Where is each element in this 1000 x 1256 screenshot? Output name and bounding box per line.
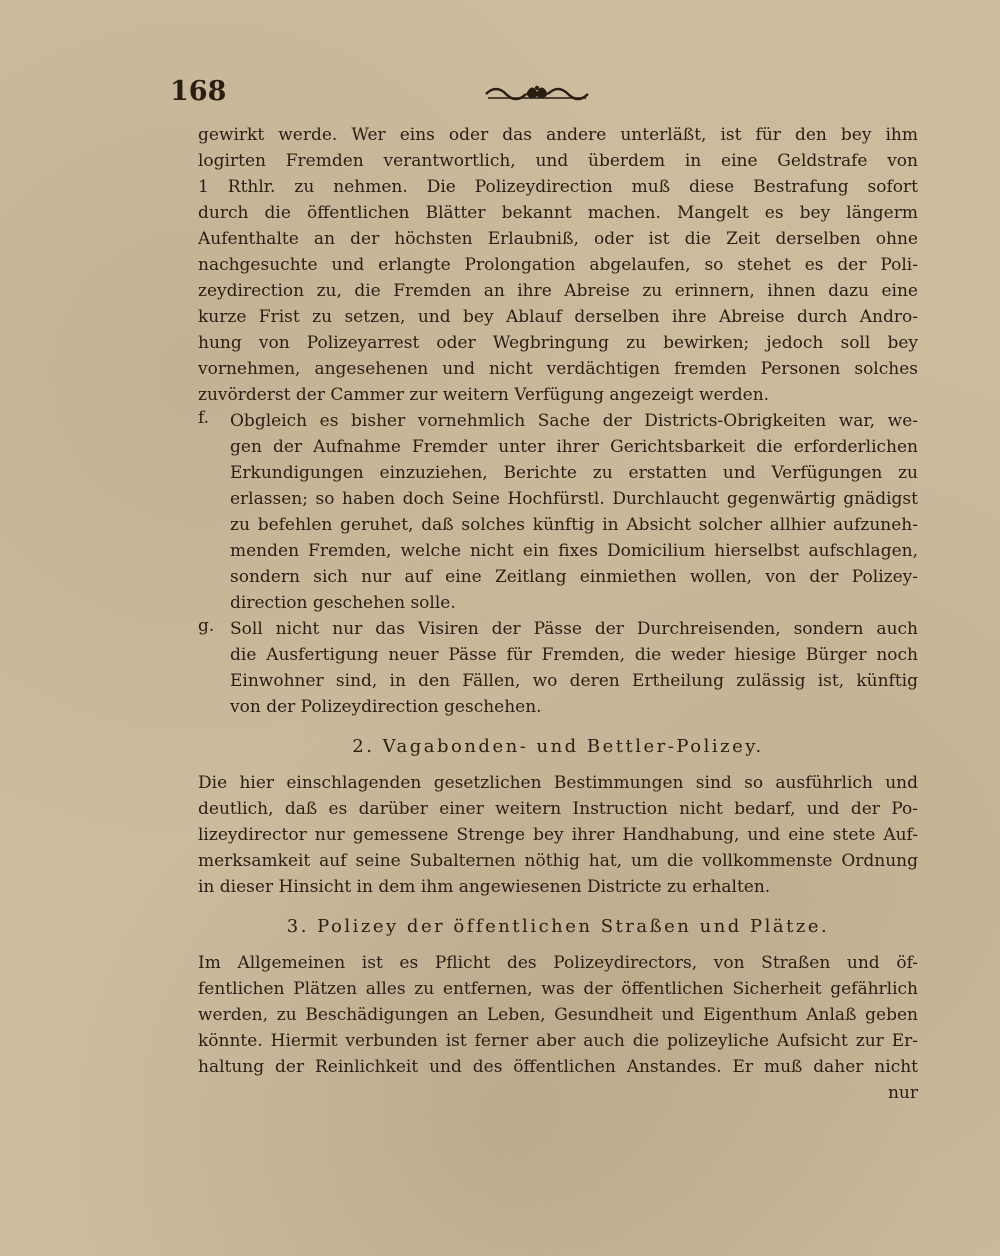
text-line: Soll nicht nur das Visiren der Pässe der Durchreisenden, sondern auch — [230, 619, 918, 639]
text-line: zu befehlen geruhet, daß solches künftig in Absicht solcher allhier aufzuneh- — [230, 515, 918, 535]
text-line: Im Allgemeinen ist es Pflicht des Polizeydirectors, von Straßen und öf- — [198, 953, 918, 973]
paragraph-section-2 — [198, 770, 918, 900]
text-line: könnte. Hiermit verbunden ist ferner aber auch die polizeyliche Aufsicht zur Er- — [198, 1031, 918, 1051]
list-item-f — [198, 408, 918, 616]
section-heading-2: 2. Vagabonden- und Bettler-Polizey. — [352, 736, 764, 757]
paragraph-section-3 — [198, 950, 918, 1080]
printer-ornament-icon — [482, 80, 592, 104]
text-line: durch die öffentlichen Blätter bekannt machen. Mangelt es bey längerm — [198, 203, 918, 223]
body-text — [198, 122, 918, 1106]
page-header — [170, 70, 930, 110]
section-heading-3: 3. Polizey der öffentlichen Straßen und Plätze. — [286, 916, 830, 937]
text-line: hung von Polizeyarrest oder Wegbringung zu bewirken; jedoch soll bey — [198, 333, 918, 353]
text-line: haltung der Reinlichkeit und des öffentlichen Anstandes. Er muß daher nicht — [198, 1057, 918, 1077]
text-line: merksamkeit auf seine Subalternen nöthig hat, um die vollkommenste Ordnung — [198, 851, 918, 871]
text-line: Einwohner sind, in den Fällen, wo deren Ertheilung zulässig ist, künftig — [230, 671, 918, 691]
text-line: Die hier einschlagenden gesetzlichen Bestimmungen sind so ausführlich und — [198, 773, 918, 793]
text-line: kurze Frist zu setzen, und bey Ablauf derselben ihre Abreise durch Andro- — [198, 307, 918, 327]
text-line: Aufenthalte an der höchsten Erlaubniß, oder ist die Zeit derselben ohne — [198, 229, 918, 249]
text-line: gen der Aufnahme Fremder unter ihrer Gerichtsbarkeit die erforderlichen — [230, 437, 918, 457]
text-line: in dieser Hinsicht in dem ihm angewiesenen Districte zu erhalten. — [198, 877, 771, 897]
text-line: lizeydirector nur gemessene Strenge bey ihrer Handhabung, und eine stete Auf- — [198, 825, 918, 845]
text-line: menden Fremden, welche nicht ein fixes Domicilium hierselbst aufschlagen, — [230, 541, 918, 561]
text-line: gewirkt werde. Wer eins oder das andere unterläßt, ist für den bey ihm — [198, 125, 918, 145]
text-line: erlassen; so haben doch Seine Hochfürstl. Durchlaucht gegenwärtig gnädigst — [230, 489, 918, 509]
text-line: vornehmen, angesehenen und nicht verdächtigen fremden Personen solches — [198, 359, 918, 379]
text-line: nachgesuchte und erlangte Prolongation abgelaufen, so stehet es der Poli- — [198, 255, 918, 275]
text-line: von der Polizeydirection geschehen. — [230, 697, 542, 717]
text-line: direction geschehen solle. — [230, 593, 456, 613]
list-item-g — [198, 616, 918, 720]
item-marker: f. — [198, 408, 210, 428]
paragraph-continuation — [198, 122, 918, 408]
item-marker: g. — [198, 616, 215, 636]
text-line: deutlich, daß es darüber einer weitern Instruction nicht bedarf, und der Po- — [198, 799, 918, 819]
text-line: zuvörderst der Cammer zur weitern Verfügung angezeigt werden. — [198, 385, 770, 405]
text-line: die Ausfertigung neuer Pässe für Fremden, die weder hiesige Bürger noch — [230, 645, 918, 665]
text-line: werden, zu Beschädigungen an Leben, Gesundheit und Eigenthum Anlaß geben — [198, 1005, 918, 1025]
text-line: Erkundigungen einzuziehen, Berichte zu erstatten und Verfügungen zu — [230, 463, 918, 483]
text-line: fentlichen Plätzen alles zu entfernen, was der öffentlichen Sicherheit gefährlich — [198, 979, 918, 999]
text-line: Obgleich es bisher vornehmlich Sache der Districts-Obrigkeiten war, we- — [230, 411, 918, 431]
text-line: 1 Rthlr. zu nehmen. Die Polizeydirection muß diese Bestrafung sofort — [198, 177, 918, 197]
page-number: 168 — [170, 76, 227, 107]
text-line: logirten Fremden verantwortlich, und überdem in eine Geldstrafe von — [198, 151, 918, 171]
catchword: nur — [887, 1083, 918, 1103]
text-line: sondern sich nur auf eine Zeitlang einmiethen wollen, von der Polizey- — [230, 567, 918, 587]
text-line: zeydirection zu, die Fremden an ihre Abreise zu erinnern, ihnen dazu eine — [198, 281, 918, 301]
